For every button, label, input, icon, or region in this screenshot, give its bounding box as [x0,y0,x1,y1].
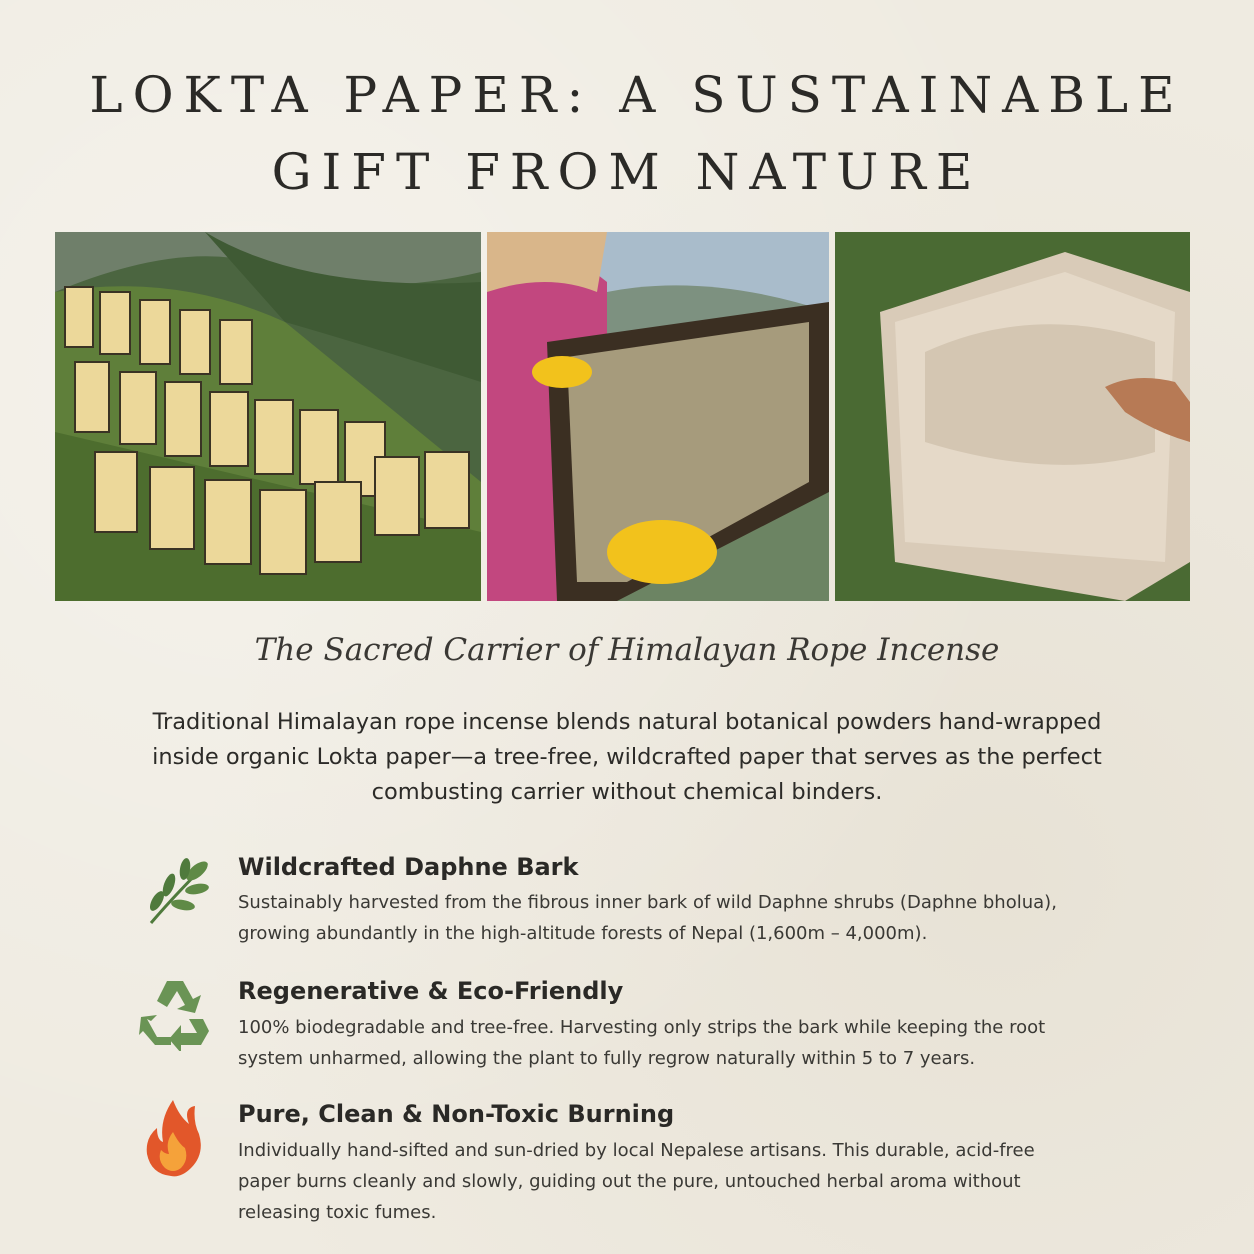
drying-frames-illustration [55,232,481,601]
title-line-1: LOKTA PAPER: A SUSTAINABLE [89,66,1185,124]
subtitle: The Sacred Carrier of Himalayan Rope Incense [254,632,1000,668]
feature-desc-line: paper burns cleanly and slowly, guiding out the pure, untouched herbal aroma without [238,1171,1021,1192]
artisan-sieving-pulp-frame-photo [487,232,829,601]
feature-description [238,887,1138,949]
feature-desc-line: growing abundantly in the high-altitude forests of Nepal (1,600m – 4,000m). [238,923,928,944]
feature-desc-line: Sustainably harvested from the fibrous inner bark of wild Daphne shrubs (Daphne bholua), [238,892,1057,913]
title-line-2: GIFT FROM NATURE [271,143,983,201]
paper-sheet-illustration [835,232,1190,601]
feature-desc-line: 100% biodegradable and tree-free. Harvesting only strips the bark while keeping the root [238,1017,1046,1038]
recycle-icon [137,975,213,1056]
feature-desc-line: system unharmed, allowing the plant to fully regrow naturally within 5 to 7 years. [238,1048,976,1069]
flame-icon [143,1098,203,1183]
feature-title: Pure, Clean & Non-Toxic Burning [238,1100,675,1128]
leaf-branch-icon [145,855,215,932]
intro-line: combusting carrier without chemical binders. [371,779,883,805]
paper-drying-frames-on-hillside-photo [55,232,481,601]
feature-description [238,1135,1138,1228]
feature-title: Regenerative & Eco-Friendly [238,977,624,1005]
intro-line: inside organic Lokta paper—a tree-free, wildcrafted paper that serves as the perfect [152,744,1102,770]
lokta-paper-sheet-closeup-photo [835,232,1190,601]
feature-description [238,1012,1138,1074]
feature-desc-line: Individually hand-sifted and sun-dried by local Nepalese artisans. This durable, acid-free [238,1140,1035,1161]
intro-line: Traditional Himalayan rope incense blends natural botanical powders hand-wrapped [152,709,1102,735]
intro-paragraph [100,705,1154,810]
feature-desc-line: releasing toxic fumes. [238,1202,437,1223]
feature-title: Wildcrafted Daphne Bark [238,853,579,881]
artisan-illustration [487,232,829,601]
